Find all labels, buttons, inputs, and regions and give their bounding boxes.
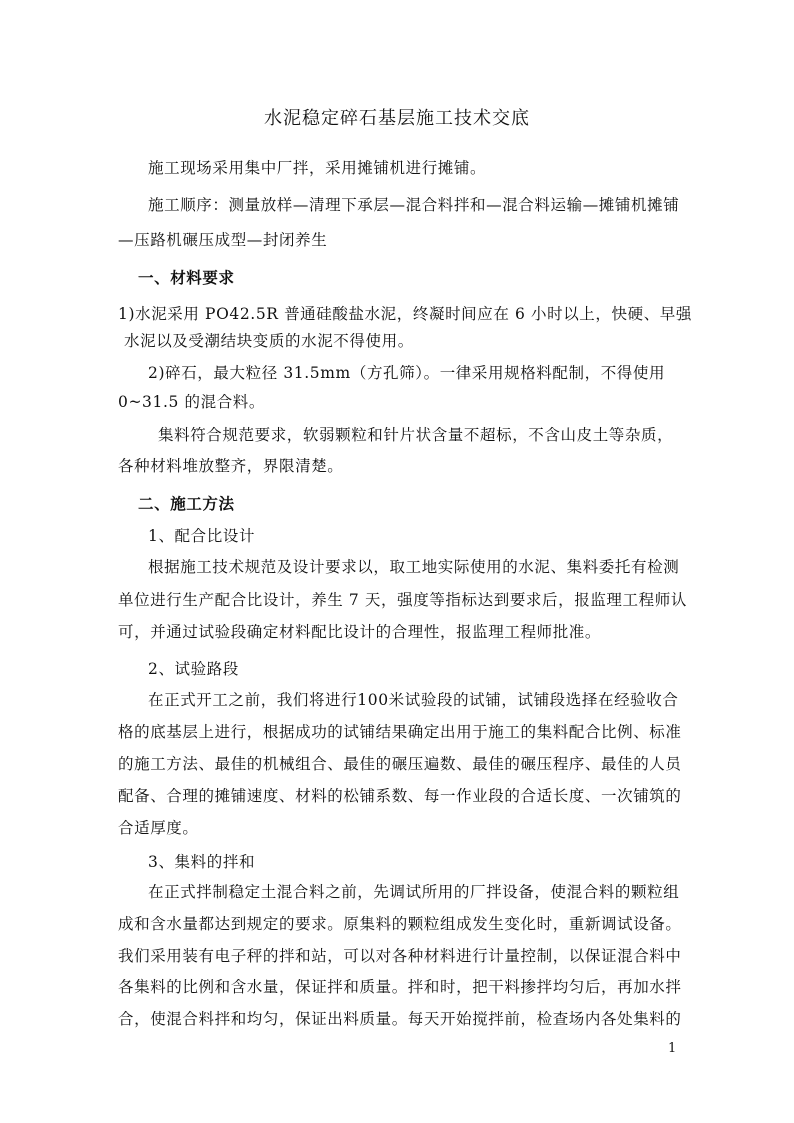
body-line: 施工现场采用集中厂拌，采用摊铺机进行摊铺。	[148, 159, 487, 177]
body-line: 单位进行生产配合比设计，养生 7 天，强度等指标达到要求后，报监理工程师认	[118, 591, 687, 609]
body-line: 格的底基层上进行，根据成功的试铺结果确定出用于施工的集料配合比例、标准	[118, 723, 682, 741]
body-line: 水泥以及受潮结块变质的水泥不得使用。	[124, 332, 414, 350]
section-heading: 二、施工方法	[138, 494, 235, 513]
subsection-heading: 1、配合比设计	[148, 527, 256, 545]
subsection-heading: 2、试验路段	[148, 660, 239, 678]
body-line: 合适厚度。	[118, 819, 199, 837]
body-line: 各集料的比例和含水量，保证拌和质量。拌和时，把干料掺拌均匀后，再加水拌	[118, 978, 682, 996]
body-line: 在正式拌制稳定土混合料之前，先调试所用的厂拌设备，使混合料的颗粒组	[148, 883, 680, 901]
body-line: 集料符合规范要求，软弱颗粒和针片状含量不超标，不含山皮土等杂质，	[158, 426, 674, 444]
body-line: 在正式开工之前，我们将进行100米试验段的试铺，试铺段选择在经验收合	[148, 691, 679, 709]
body-line: 0~31.5 的混合料。	[118, 393, 265, 411]
body-line: —压路机碾压成型—封闭养生	[118, 231, 328, 249]
body-line: 我们采用装有电子秤的拌和站，可以对各种材料进行计量控制，以保证混合料中	[118, 947, 682, 965]
body-line: 成和含水量都达到规定的要求。原集料的颗粒组成发生变化时，重新调试设备。	[118, 915, 682, 933]
body-line: 合，使混合料拌和均匀，保证出料质量。每天开始搅拌前，检查场内各处集料的	[118, 1010, 682, 1028]
section-heading: 一、材料要求	[138, 268, 235, 287]
body-line: 的施工方法、最佳的机械组合、最佳的碾压遍数、最佳的碾压程序、最佳的人员	[118, 755, 682, 773]
body-line: 1)水泥采用 PO42.5R 普通硅酸盐水泥，终凝时间应在 6 小时以上，快硬、早强	[118, 305, 692, 323]
subsection-heading: 3、集料的拌和	[148, 853, 256, 871]
body-line: 根据施工技术规范及设计要求以，取工地实际使用的水泥、集料委托有检测	[148, 558, 680, 576]
body-line: 施工顺序：测量放样—清理下承层—混合料拌和—混合料运输—摊铺机摊铺	[148, 196, 680, 214]
page-number: 1	[668, 1041, 677, 1056]
body-line: 可，并通过试验段确定材料配比设计的合理性，报监理工程师批准。	[118, 623, 602, 641]
body-line: 各种材料堆放整齐，界限清楚。	[118, 457, 344, 475]
body-line: 2)碎石，最大粒径 31.5mm（方孔筛）。一律采用规格料配制，不得使用	[148, 364, 666, 382]
document-title: 水泥稳定碎石基层施工技术交底	[264, 108, 530, 129]
body-line: 配备、合理的摊铺速度、材料的松铺系数、每一作业段的合适长度、一次铺筑的	[118, 787, 682, 805]
